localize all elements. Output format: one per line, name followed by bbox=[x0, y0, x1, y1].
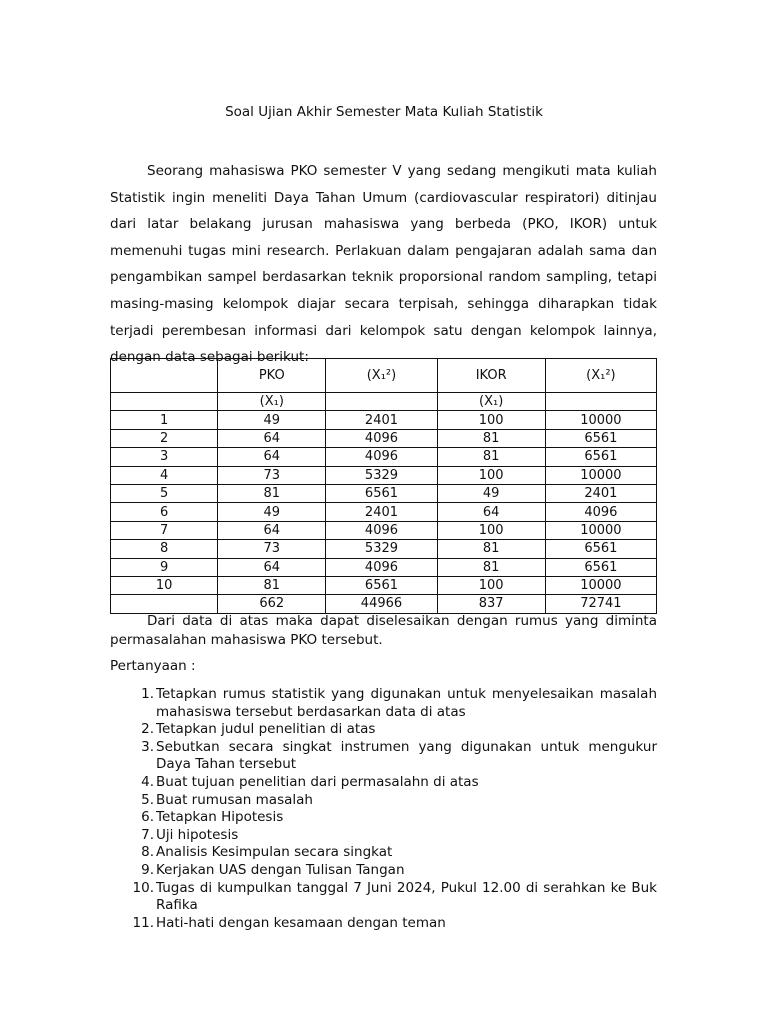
table-row bbox=[111, 576, 657, 594]
table-cell: 49 bbox=[218, 411, 326, 429]
table-cell: 2401 bbox=[326, 411, 437, 429]
question-number: 11. bbox=[132, 914, 154, 931]
table-cell: 100 bbox=[437, 521, 545, 539]
table-cell: IKOR bbox=[437, 359, 545, 393]
table-cell: 49 bbox=[437, 484, 545, 502]
table-cell: 64 bbox=[218, 448, 326, 466]
table-cell: (X₁) bbox=[218, 393, 326, 411]
table-cell: 4 bbox=[111, 466, 218, 484]
table-cell: 4096 bbox=[326, 558, 437, 576]
question-item bbox=[110, 844, 657, 862]
table-cell: 10000 bbox=[545, 466, 656, 484]
table-cell: 2401 bbox=[545, 484, 656, 502]
table-cell: 81 bbox=[218, 484, 326, 502]
table-cell: (X₁) bbox=[437, 393, 545, 411]
table-cell: 100 bbox=[437, 411, 545, 429]
table-cell: 44966 bbox=[326, 595, 437, 613]
question-number: 9. bbox=[141, 861, 154, 878]
question-text: Buat tujuan penelitian dari permasalahn di atas bbox=[156, 773, 479, 790]
question-number: 1. bbox=[141, 686, 154, 702]
table-row bbox=[111, 411, 657, 429]
table-cell: 81 bbox=[437, 558, 545, 576]
question-text: Buat rumusan masalah bbox=[156, 791, 313, 808]
table-cell bbox=[111, 393, 218, 411]
table-cell: 4096 bbox=[326, 448, 437, 466]
table-cell: 6561 bbox=[545, 540, 656, 558]
table-cell: 5 bbox=[111, 484, 218, 502]
question-item bbox=[110, 827, 657, 845]
table-cell: 8 bbox=[111, 540, 218, 558]
table-cell: 6561 bbox=[326, 576, 437, 594]
table-cell: 10 bbox=[111, 576, 218, 594]
table-cell: 49 bbox=[218, 503, 326, 521]
table-cell: 4096 bbox=[326, 429, 437, 447]
question-number: 10. bbox=[132, 879, 154, 896]
table-cell: 6561 bbox=[545, 429, 656, 447]
table-cell: 2 bbox=[111, 429, 218, 447]
after-table-text: Dari data di atas maka dapat diselesaikan dengan rumus yang diminta permasalahan mahasiswa PKO tersebut. bbox=[110, 613, 657, 648]
question-item bbox=[110, 774, 657, 792]
question-number: 6. bbox=[141, 809, 154, 826]
table-row bbox=[111, 503, 657, 521]
question-text: Hati-hati dengan kesamaan dengan teman bbox=[156, 914, 446, 931]
document-title: Soal Ujian Akhir Semester Mata Kuliah Statistik bbox=[225, 104, 543, 120]
table-cell: 72741 bbox=[545, 595, 656, 613]
table-cell: 81 bbox=[437, 429, 545, 447]
table-row bbox=[111, 484, 657, 502]
question-text: Analisis Kesimpulan secara singkat bbox=[156, 844, 393, 861]
questions-heading: Pertanyaan : bbox=[110, 658, 196, 674]
table-cell: 64 bbox=[437, 503, 545, 521]
data-table bbox=[110, 358, 657, 614]
question-number: 3. bbox=[141, 738, 154, 755]
question-text: Kerjakan UAS dengan Tulisan Tangan bbox=[156, 861, 405, 878]
table-cell: 73 bbox=[218, 540, 326, 558]
question-item bbox=[110, 686, 657, 721]
question-text: Tetapkan rumus statistik yang digunakan untuk menyelesaikan masalah mahasiswa tersebut berdasarkan data di atas bbox=[156, 686, 657, 720]
table-row bbox=[111, 448, 657, 466]
table-cell: 7 bbox=[111, 521, 218, 539]
table-cell: 81 bbox=[218, 576, 326, 594]
table-cell: 81 bbox=[437, 540, 545, 558]
table-cell: 100 bbox=[437, 576, 545, 594]
question-text: Tetapkan judul penelitian di atas bbox=[156, 721, 376, 738]
table-subheader-row bbox=[111, 393, 657, 411]
table-row bbox=[111, 466, 657, 484]
question-number: 2. bbox=[141, 721, 154, 738]
table-cell: 73 bbox=[218, 466, 326, 484]
table-row bbox=[111, 558, 657, 576]
question-item bbox=[110, 862, 657, 880]
table-cell bbox=[545, 393, 656, 411]
table-cell: (X₁²) bbox=[545, 359, 656, 393]
table-cell: 662 bbox=[218, 595, 326, 613]
table-total-row bbox=[111, 595, 657, 613]
question-text: Tugas di kumpulkan tanggal 7 Juni 2024, Pukul 12.00 di serahkan ke Buk Rafika bbox=[156, 879, 657, 914]
table-cell: 5329 bbox=[326, 540, 437, 558]
question-number: 4. bbox=[141, 773, 154, 790]
question-item bbox=[110, 739, 657, 774]
question-item bbox=[110, 915, 657, 933]
table-header-row bbox=[111, 359, 657, 393]
question-number: 5. bbox=[141, 791, 154, 808]
table-cell: 4096 bbox=[326, 521, 437, 539]
question-text: Tetapkan Hipotesis bbox=[156, 809, 284, 826]
table-cell: 81 bbox=[437, 448, 545, 466]
table-cell: 64 bbox=[218, 521, 326, 539]
table-cell: 6561 bbox=[545, 558, 656, 576]
question-item bbox=[110, 880, 657, 915]
table-row bbox=[111, 521, 657, 539]
table-cell: 5329 bbox=[326, 466, 437, 484]
intro-paragraph bbox=[110, 158, 657, 371]
table-cell: 64 bbox=[218, 558, 326, 576]
after-table-paragraph bbox=[110, 612, 657, 650]
table-cell: 100 bbox=[437, 466, 545, 484]
table-cell: 1 bbox=[111, 411, 218, 429]
table-cell: 9 bbox=[111, 558, 218, 576]
question-item bbox=[110, 809, 657, 827]
question-item bbox=[110, 792, 657, 810]
table-cell: 6 bbox=[111, 503, 218, 521]
question-list bbox=[110, 686, 657, 932]
table-cell: 10000 bbox=[545, 576, 656, 594]
intro-text: Seorang mahasiswa PKO semester V yang sedang mengikuti mata kuliah Statistik ingin meneliti Daya Tahan Umum (cardiovascular respiratori) ditinjau dari latar belakang jurusan mahasiswa yang berbeda (PKO, IKOR) untuk memenuhi tugas mini research. Perlakuan dalam pengajaran adalah sama dan pengambikan sampel berdasarkan teknik proporsional random sampling, tetapi masing-masing kelompok diajar secara terpisah, sehingga diharapkan tidak terjadi perembesan informasi dari kelompok satu dengan kelompok lainnya, dengan data sebagai berikut: bbox=[110, 163, 657, 366]
table-cell: 3 bbox=[111, 448, 218, 466]
table-cell bbox=[111, 359, 218, 393]
table-cell: 2401 bbox=[326, 503, 437, 521]
table-cell: 4096 bbox=[545, 503, 656, 521]
question-number: 8. bbox=[141, 844, 154, 861]
table-row bbox=[111, 540, 657, 558]
question-text: Uji hipotesis bbox=[156, 826, 239, 843]
table-cell bbox=[326, 393, 437, 411]
table-cell: 6561 bbox=[545, 448, 656, 466]
table-cell: 64 bbox=[218, 429, 326, 447]
table-cell: (X₁²) bbox=[326, 359, 437, 393]
table-cell: 10000 bbox=[545, 411, 656, 429]
table-cell: PKO bbox=[218, 359, 326, 393]
table-cell bbox=[111, 595, 218, 613]
table-cell: 10000 bbox=[545, 521, 656, 539]
table-cell: 6561 bbox=[326, 484, 437, 502]
question-number: 7. bbox=[141, 826, 154, 843]
table-row bbox=[111, 429, 657, 447]
question-text: Sebutkan secara singkat instrumen yang digunakan untuk mengukur Daya Tahan tersebut bbox=[156, 738, 657, 773]
question-item bbox=[110, 721, 657, 739]
table-cell: 837 bbox=[437, 595, 545, 613]
